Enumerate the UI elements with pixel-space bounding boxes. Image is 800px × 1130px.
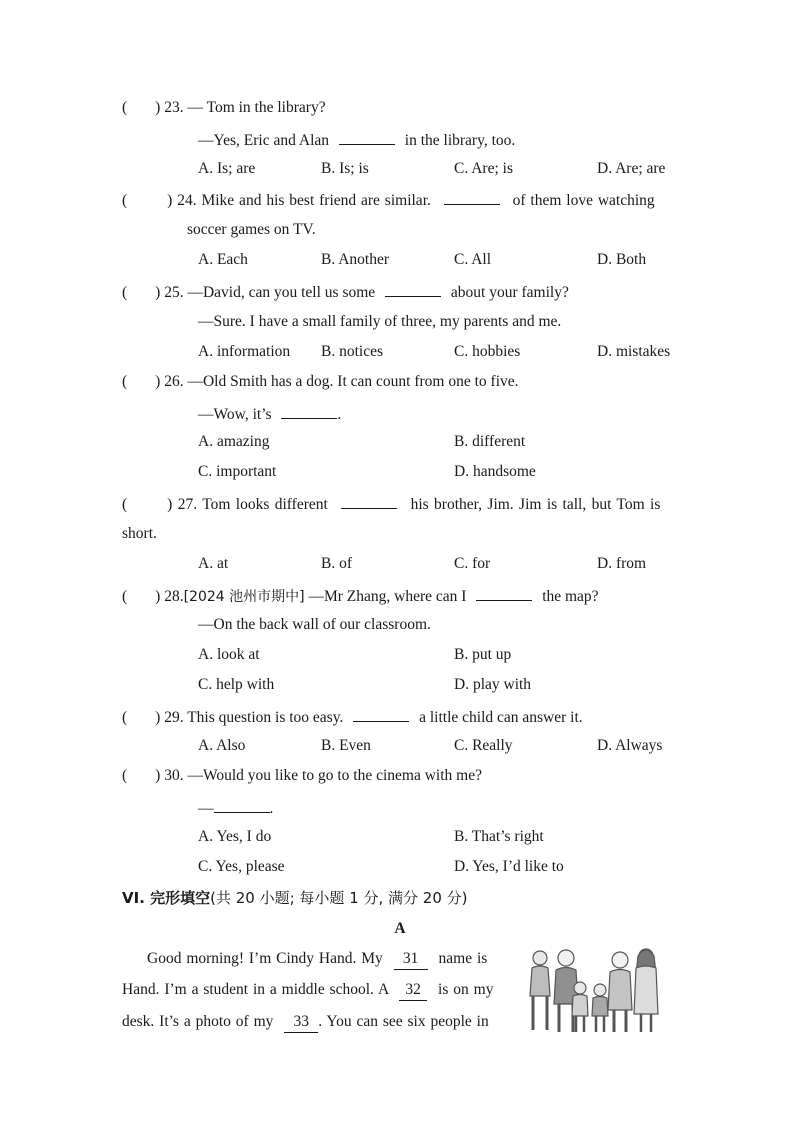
option-a: A. Each bbox=[198, 251, 248, 268]
question-27: ( ) 27. Tom looks different his brother, Jim. Jim is tall, but Tom is bbox=[122, 493, 660, 515]
question-28-response: —On the back wall of our classroom. bbox=[198, 616, 431, 633]
question-25: ( ) 25. —David, can you tell us some about your family? bbox=[122, 281, 569, 303]
question-number: 30. bbox=[164, 767, 184, 784]
option-c: C. important bbox=[198, 463, 277, 480]
question-24: ( ) 24. Mike and his best friend are similar. of them love watching bbox=[122, 189, 655, 211]
option-b: B. Another bbox=[321, 251, 390, 268]
question-27-cont: short. bbox=[122, 525, 157, 542]
answer-blank bbox=[444, 189, 500, 205]
answer-blank bbox=[214, 797, 270, 813]
option-a: A. Yes, I do bbox=[198, 828, 272, 845]
option-d: D. play with bbox=[454, 676, 532, 693]
option-d: D. Are; are bbox=[597, 160, 666, 177]
question-number: 24. bbox=[177, 192, 197, 209]
passage-line-3: desk. It’s a photo of my 33 . You can see six people in bbox=[122, 1012, 489, 1033]
option-d: D. from bbox=[597, 555, 647, 572]
option-c: C. for bbox=[454, 555, 491, 572]
option-a: A. at bbox=[198, 555, 229, 572]
question-number: 26. bbox=[164, 373, 184, 390]
question-26: ( ) 26. —Old Smith has a dog. It can count from one to five. bbox=[122, 373, 519, 390]
question-number: 28. bbox=[164, 588, 184, 605]
option-c: C. Are; is bbox=[454, 160, 513, 177]
question-23 bbox=[122, 98, 326, 118]
answer-blank bbox=[476, 585, 532, 601]
option-b: B. put up bbox=[454, 646, 512, 663]
option-a: A. Is; are bbox=[198, 160, 256, 177]
answer-paren-close: ) bbox=[155, 99, 161, 116]
blank-31: 31 bbox=[394, 949, 428, 970]
passage-heading: A bbox=[394, 920, 406, 937]
passage-line-2: Hand. I’m a student in a middle school. A 32 is on my bbox=[122, 980, 493, 1001]
answer-blank bbox=[341, 493, 397, 509]
option-a: A. look at bbox=[198, 646, 260, 663]
option-c: C. help with bbox=[198, 676, 275, 693]
question-stem: — Tom in the library? bbox=[187, 99, 326, 116]
passage-line-1: Good morning! I’m Cindy Hand. My 31 name is bbox=[147, 949, 487, 970]
question-23-response: —Yes, Eric and Alan in the library, too. bbox=[198, 129, 515, 151]
question-30: ( ) 30. —Would you like to go to the cinema with me? bbox=[122, 767, 482, 784]
question-30-response: — . bbox=[198, 797, 273, 819]
family-illustration bbox=[526, 944, 660, 1036]
option-b: B. Even bbox=[321, 737, 371, 754]
option-d: D. handsome bbox=[454, 463, 536, 480]
question-number: 27. bbox=[177, 496, 198, 513]
question-number: 25. bbox=[164, 284, 184, 301]
option-d: D. mistakes bbox=[597, 343, 671, 360]
option-d: D. Yes, I’d like to bbox=[454, 858, 564, 875]
question-26-response: —Wow, it’s . bbox=[198, 403, 341, 425]
option-a: A. information bbox=[198, 343, 291, 360]
answer-blank bbox=[281, 403, 337, 419]
section-heading: VI. 完形填空(共 20 小题; 每小题 1 分, 满分 20 分) bbox=[122, 889, 468, 907]
blank-32: 32 bbox=[399, 980, 427, 1001]
question-29: ( ) 29. This question is too easy. a little child can answer it. bbox=[122, 706, 583, 728]
answer-blank bbox=[353, 706, 409, 722]
answer-blank bbox=[339, 129, 395, 145]
option-b: B. different bbox=[454, 433, 526, 450]
blank-33: 33 bbox=[284, 1012, 318, 1033]
option-c: C. Yes, please bbox=[198, 858, 285, 875]
option-c: C. Really bbox=[454, 737, 513, 754]
option-d: D. Both bbox=[597, 251, 647, 268]
answer-blank bbox=[385, 281, 441, 297]
question-number: 29. bbox=[164, 709, 184, 726]
option-a: A. Also bbox=[198, 737, 246, 754]
question-source: [2024 池州市期中] bbox=[183, 589, 305, 605]
question-24-cont: soccer games on TV. bbox=[187, 221, 316, 238]
option-d: D. Always bbox=[597, 737, 663, 754]
option-c: C. All bbox=[454, 251, 492, 268]
question-25-response: —Sure. I have a small family of three, my parents and me. bbox=[198, 313, 562, 330]
option-b: B. notices bbox=[321, 343, 383, 360]
question-28: ( ) 28.[2024 池州市期中] —Mr Zhang, where can I the map? bbox=[122, 585, 599, 607]
answer-paren-open: ( bbox=[122, 99, 128, 116]
option-c: C. hobbies bbox=[454, 343, 521, 360]
question-number: 23. bbox=[164, 99, 184, 116]
option-a: A. amazing bbox=[198, 433, 270, 450]
option-b: B. Is; is bbox=[321, 160, 369, 177]
option-b: B. of bbox=[321, 555, 352, 572]
option-b: B. That’s right bbox=[454, 828, 544, 845]
